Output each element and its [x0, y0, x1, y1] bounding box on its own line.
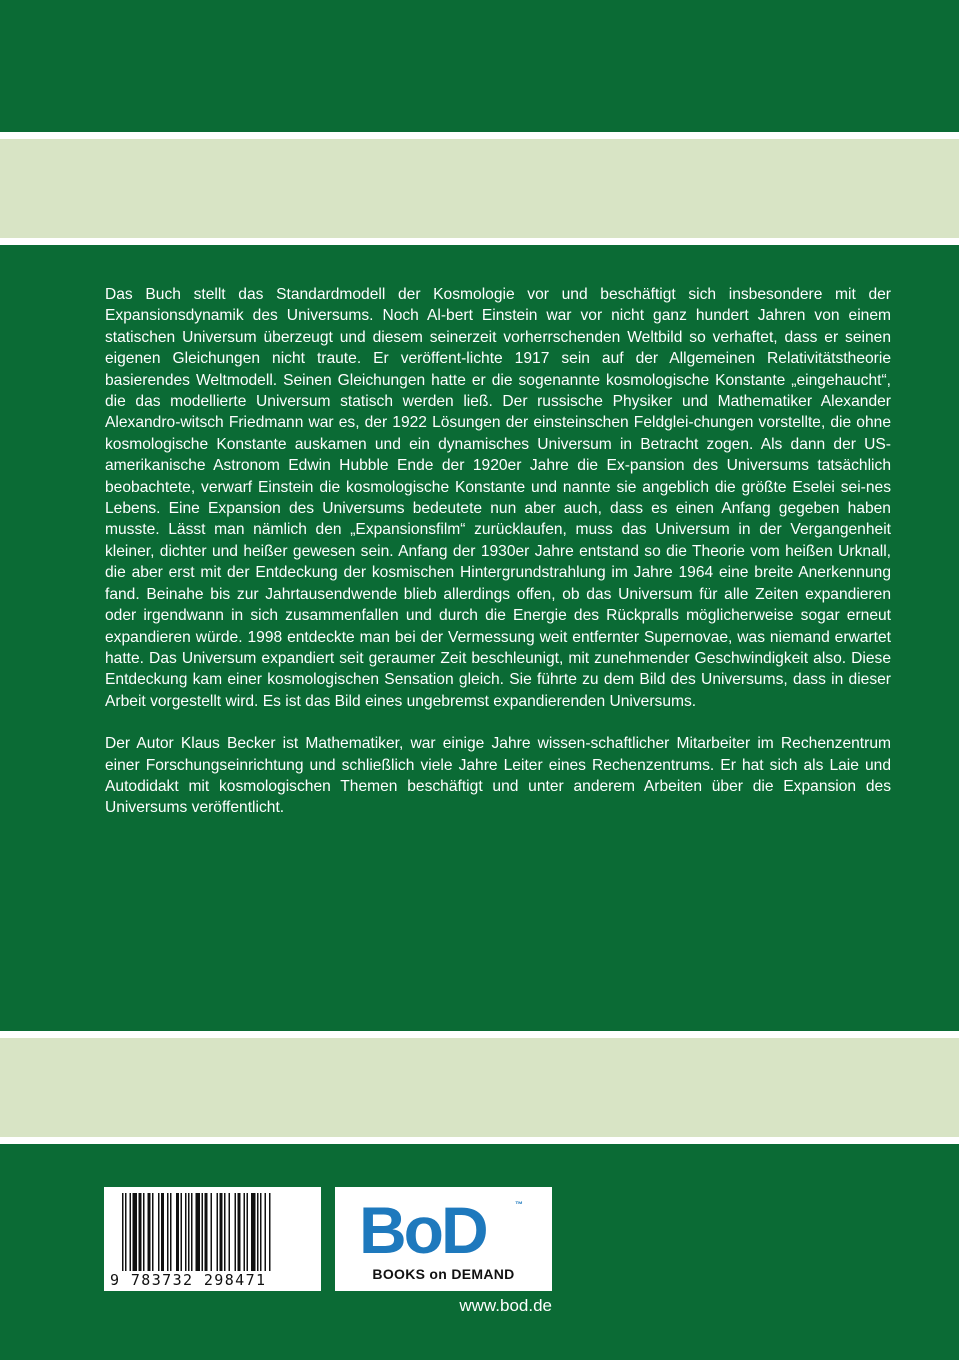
barcode-bar [130, 1193, 132, 1271]
barcode-bar [167, 1193, 169, 1271]
barcode-bar [229, 1193, 231, 1271]
barcode-bar [235, 1193, 237, 1271]
barcode-bar [217, 1193, 219, 1271]
barcode-bar [170, 1193, 172, 1271]
top-band-white-stripe [0, 132, 959, 139]
isbn-barcode [104, 1187, 321, 1291]
barcode-bar [224, 1193, 226, 1271]
trademark-symbol: ™ [515, 1200, 523, 1209]
barcode-bar [161, 1193, 164, 1271]
barcode-bar [269, 1193, 271, 1271]
blurb-paragraph-book: Das Buch stellt das Standardmodell der Kosmologie vor und beschäftigt sich insbesondere mit der Expansionsdynamik des Universums. Noch Al-bert Einstein war vor nicht ganz hundert Jahren von einem statischen Universum überzeugt und diesem seinerzeit vorherrschenden Weltbild so verhaftet, dass er seinen eigenen Gleichungen nicht traute. Er veröffent-lichte 1917 sein auf der Allgemeinen Relativitätstheorie basierendes Weltmodell. Seinen Gleichungen hatte er die sogenannte kosmologische Konstante „eingehaucht“, die das modellierte Universum statisch werden ließ. Der russische Physiker und Mathematiker Alexander Alexandro-witsch Friedmann war es, der 1922 Lösungen der einsteinschen Feldglei-chungen vorstellte, die ohne kosmologische Konstante auskamen und ein dynamisches Universum in Betracht zogen. Als dann der US-amerikanische Astronom Edwin Hubble Ende der 1920er Jahre die Ex-pansion des Universums tatsächlich beobachtete, verwarf Einstein die kosmologische Konstante und nannte sie angeblich die größte Eselei sei-nes Lebens. Eine Expansion des Universums bedeutete nun aber auch, dass es einen Anfang gegeben haben musste. Lässt man nämlich den „Expansionsfilm“ zurücklaufen, muss das Universum in der Vergangenheit kleiner, dichter und heißer gewesen sein. Anfang der 1930er Jahre entstand so die Theorie vom heißen Urknall, die aber erst mit der Entdeckung der kosmischen Hintergrundstrahlung im Jahre 1964 eine breite Anerkennung fand. Beinahe bis zur Jahrtausendwende blieb allerdings offen, ob das Universum für alle Zeiten expandieren oder irgendwann in sich zusammenfallen und durch die Energie des Rückpralls möglicherweise sogar erneut expandieren würde. 1998 entdeckte man bei der Vermessung weit entfernter Supernovae, was niemand erwartet hatte. Das Universum expandiert seit geraumer Zeit beschleunigt, mit zunehmender Geschwindigkeit also. Diese Entdeckung kam einer kosmologischen Sensation gleich. Sie führte zu dem Bild des Universums, dass in dieser Arbeit vorgestellt wird. Es ist das Bild eines ungebremst expandierenden Universums. [105, 286, 891, 710]
barcode-bar [196, 1193, 201, 1271]
barcode-bar [205, 1193, 208, 1271]
barcode-bar [251, 1193, 256, 1271]
barcode-bar [211, 1193, 213, 1271]
barcode-bar [260, 1193, 262, 1271]
barcode-bar [244, 1193, 246, 1271]
barcode-bar [143, 1193, 145, 1271]
barcode-bar [176, 1193, 179, 1271]
blurb-paragraph-author: Der Autor Klaus Becker ist Mathematiker, war einige Jahre wissen-schaftlicher Mitarbeiter im Rechenzentrum einer Forschungseinrichtung und schließlich viele Jahre Leiter eines Rechenzentrums. Er hat sich als Laie und Autodidakt mit kosmologischen Themen beschäftigt und unter anderem Arbeiten über die Expansion des Universums veröffentlicht. [105, 735, 891, 817]
barcode-bar [220, 1193, 223, 1271]
top-band-light-green [0, 139, 959, 238]
barcode-bar [125, 1193, 127, 1271]
barcode-bar [238, 1193, 241, 1271]
barcode-bar [158, 1193, 160, 1271]
barcode-bar [202, 1193, 204, 1271]
publisher-url: www.bod.de [459, 1296, 552, 1315]
barcode-bar [265, 1193, 267, 1271]
barcode-bar [188, 1193, 190, 1271]
barcode-bar [257, 1193, 259, 1271]
barcode-bar [152, 1193, 154, 1271]
back-cover-blurb [105, 284, 891, 840]
publisher-logo [335, 1187, 552, 1291]
barcode-bar [139, 1193, 142, 1271]
top-band-white-stripe-lower [0, 238, 959, 245]
barcode-bar [148, 1193, 151, 1271]
barcode-bar [122, 1193, 124, 1271]
bottom-band-white-stripe-lower [0, 1137, 959, 1144]
bottom-band-light-green [0, 1038, 959, 1137]
barcode-bar [181, 1193, 183, 1271]
barcode-bar [185, 1193, 187, 1271]
barcode-bar [247, 1193, 249, 1271]
barcode-bar [133, 1193, 138, 1271]
publisher-subtitle: BOOKS on DEMAND [372, 1266, 515, 1282]
barcode-bar [191, 1193, 193, 1271]
bod-logo-text: BoD [359, 1193, 486, 1267]
bottom-band-white-stripe [0, 1031, 959, 1038]
isbn-number: 9 783732 298471 [110, 1271, 267, 1289]
